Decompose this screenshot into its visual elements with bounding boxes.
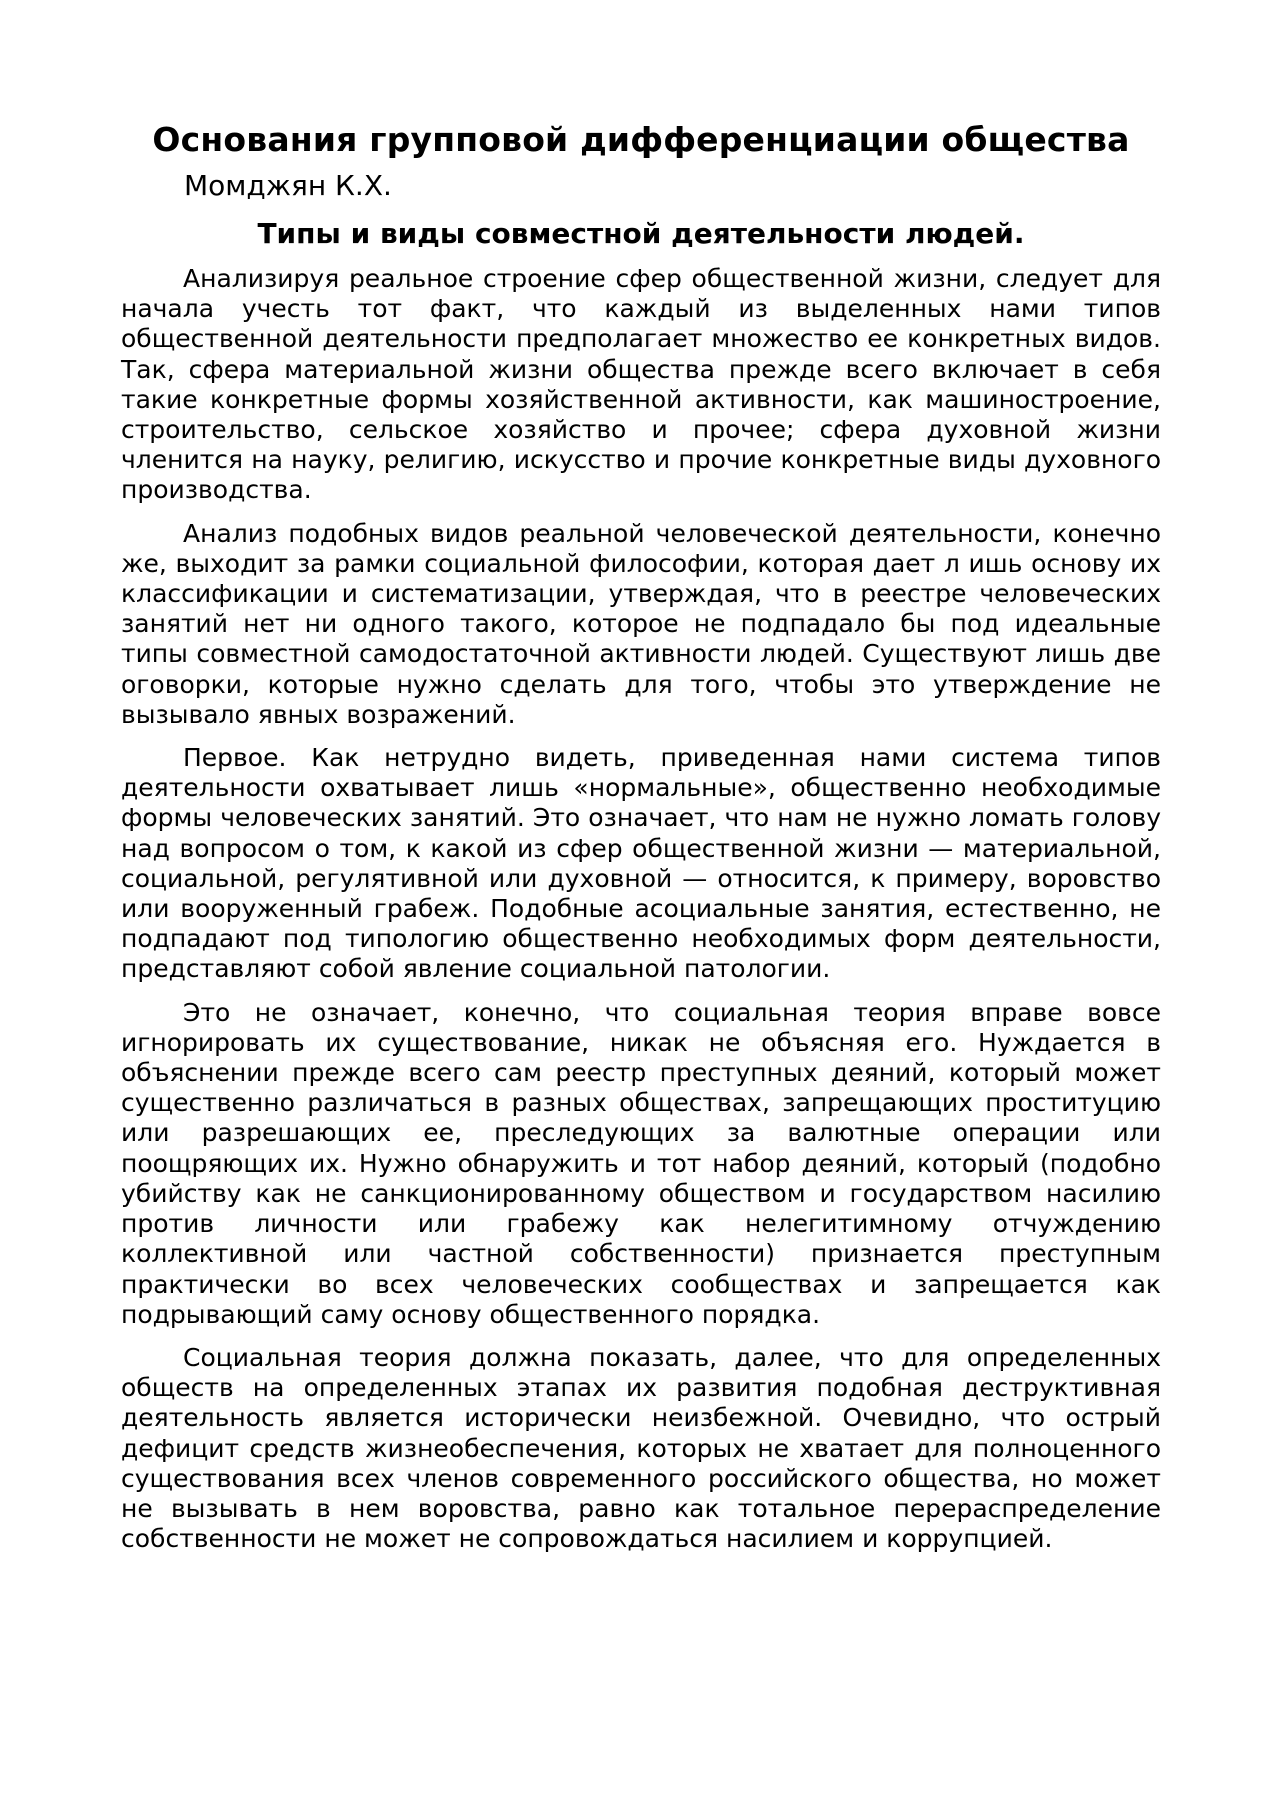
paragraph-5: Социальная теория должна показать, далее, что для определенных обществ на определенных этапах их развития подобная деструктивная деятельность является исторически неизбежной. Очевидно, что острый дефицит средств жизнеобеспечения, которых не хватает для полноценного существования всех членов современного российского общества, но может не вызывать в нем воровства, равно как тотальное перераспределение собственности не может не сопровождаться насилием и коррупцией. bbox=[121, 1342, 1161, 1554]
paragraph-3: Первое. Как нетрудно видеть, приведенная нами система типов деятельности охватывает лишь «нормальные», общественно необходимые формы человеческих занятий. Это означает, что нам не нужно ломать голову над вопросом о том, к какой из сфер общественной жизни — материальной, социальной, регулятивной или духовной — относится, к примеру, воровство или вооруженный грабеж. Подобные асоциальные занятия, естественно, не подпадают под типологию общественно необходимых форм деятельности, представляют собой явление социальной патологии. bbox=[121, 743, 1161, 984]
paragraph-1: Анализируя реальное строение сфер общественной жизни, следует для начала учесть тот факт, что каждый из выделенных нами типов общественной деятельности предполагает множество ее конкретных видов. Так, сфера материальной жизни общества прежде всего включает в себя такие конкретные формы хозяйственной активности, как машиностроение, строительство, сельское хозяйство и прочее; сфера духовной жизни членится на науку, религию, искусство и прочие конкретные виды духовного производства. bbox=[121, 264, 1161, 505]
author-name: Момджян К.Х. bbox=[184, 169, 392, 202]
document-page bbox=[121, 118, 1161, 1567]
paragraph-2: Анализ подобных видов реальной человеческой деятельности, конечно же, выходит за рамки социальной философии, которая дает л ишь основу их классификации и систематизации, утверждая, что в реестре человеческих занятий нет ни одного такого, которое не подпадало бы под идеальные типы совместной самодостаточной активности людей. Существуют лишь две оговорки, которые нужно сделать для того, чтобы это утверждение не вызывало явных возражений. bbox=[121, 518, 1161, 729]
paragraph-4: Это не означает, конечно, что социальная теория вправе вовсе игнорировать их существование, никак не объясняя его. Нуждается в объяснении прежде всего сам реестр преступных деяний, который может существенно различаться в разных обществах, запрещающих проституцию или разрешающих ее, преследующих за валютные операции или поощряющих их. Нужно обнаружить и тот набор деяний, который (подобно убийству как не санкционированному обществом и государством насилию против личности или грабежу как нелегитимному отчуждению коллективной или частной собственности) признается преступным практически во всех человеческих сообществах и запрещается как подрывающий саму основу общественного порядка. bbox=[121, 997, 1161, 1329]
section-subtitle: Типы и виды совместной деятельности людей. bbox=[257, 217, 1025, 250]
document-title: Основания групповой дифференциации общества bbox=[152, 120, 1130, 159]
